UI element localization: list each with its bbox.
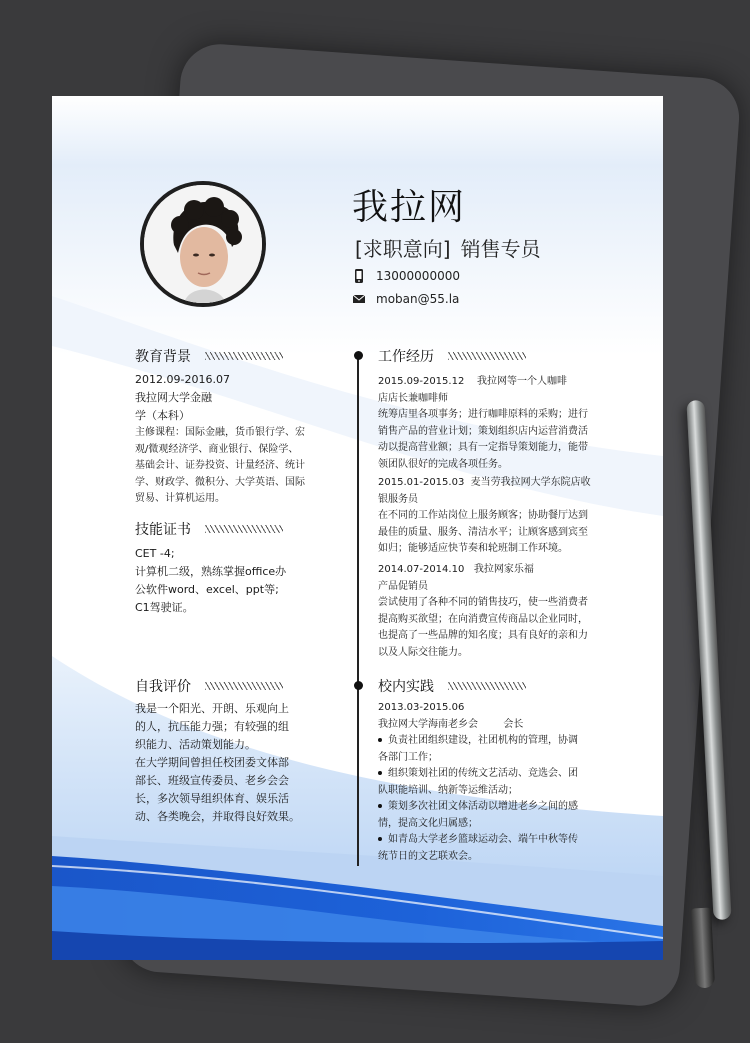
email-contact — [352, 292, 459, 306]
job-line: 尝试使用了各种不同的销售技巧，使一些消费者 — [378, 597, 588, 608]
avatar — [140, 181, 266, 307]
education-school: 我拉网大学金融 — [135, 391, 212, 404]
job-line: 也提高了一些品牌的知名度；具有良好的亲和力 — [378, 630, 588, 641]
campus-item: 情，提高文化归属感； — [378, 817, 478, 829]
skills-line: C1驾驶证。 — [135, 601, 194, 614]
skills-line: 计算机二级，熟练掌握office办 — [135, 565, 287, 578]
job-line: 2014.07-2014.10 我拉网家乐福 — [378, 564, 534, 575]
campus-item: 如青岛大学老乡篮球运动会、端午中秋等传 — [388, 834, 578, 845]
hatch-decoration — [205, 682, 283, 690]
resume-page — [52, 96, 663, 960]
job-line: 提高购买欲望；在向消费宣传商品以企业同时， — [378, 613, 588, 625]
timeline-dot — [354, 351, 363, 360]
campus-item: 策划多次社团文体活动以增进老乡之间的感 — [388, 801, 578, 812]
skills-heading: 技能证书 — [135, 519, 283, 539]
self-evaluation-content — [135, 700, 350, 826]
bullet-icon — [378, 738, 382, 742]
work-heading: 工作经历 — [378, 346, 526, 366]
campus-item: 负责社团组织建设，社团机构的管理，协调 — [388, 735, 578, 746]
hatch-decoration — [448, 352, 526, 360]
hatch-decoration — [448, 682, 526, 690]
self-line: 在大学期间曾担任校团委文体部 — [135, 756, 289, 769]
campus-org: 我拉网大学海南老乡会 会长 — [378, 718, 524, 730]
campus-date: 2013.03-2015.06 — [378, 702, 465, 713]
job-line: 最佳的质量、服务、清洁水平；让顾客感到宾至 — [378, 526, 588, 538]
education-degree: 学（本科） — [135, 409, 190, 422]
phone-contact — [352, 269, 460, 283]
self-evaluation-heading: 自我评价 — [135, 676, 283, 696]
campus-item: 各部门工作； — [378, 751, 438, 763]
education-content — [135, 371, 345, 508]
skills-line: CET -4; — [135, 547, 175, 560]
work-job — [378, 475, 648, 558]
education-line: 观/微观经济学、商业银行、保险学、 — [135, 443, 299, 455]
job-intent — [355, 233, 541, 262]
education-line: 贸易、计算机运用。 — [135, 493, 225, 504]
self-line: 动、各类晚会，并取得良好效果。 — [135, 810, 300, 823]
job-line: 以及人际交往能力。 — [378, 646, 468, 658]
job-line: 领团队很好的完成各项任务。 — [378, 458, 508, 470]
timeline-dot — [354, 681, 363, 690]
self-line: 的人，抗压能力强；有较强的组 — [135, 720, 289, 733]
job-line: 如归；能够适应快节奏和轮班制工作环境。 — [378, 543, 568, 554]
self-line: 部长、班级宣传委员、老乡会会 — [135, 774, 289, 787]
hatch-decoration — [205, 525, 283, 533]
job-line: 2015.01-2015.03 麦当劳我拉网大学东院店收 — [378, 477, 591, 488]
phone-icon — [352, 269, 366, 283]
bullet-icon — [378, 837, 382, 841]
hatch-decoration — [205, 352, 283, 360]
skills-line: 公软件word、excel、ppt等; — [135, 583, 279, 596]
phone-number: 13000000000 — [376, 269, 460, 283]
work-job — [378, 374, 648, 473]
education-date: 2012.09-2016.07 — [135, 373, 230, 386]
education-heading: 教育背景 — [135, 346, 283, 366]
job-line: 银服务员 — [378, 493, 418, 505]
job-intent-value: 销售专员 — [460, 237, 541, 261]
education-line: 基础会计、证券投资、计量经济、统计 — [135, 460, 305, 471]
job-intent-label: [求职意向] — [355, 237, 451, 261]
campus-item: 统节日的文艺联欢会。 — [378, 850, 478, 862]
campus-content — [378, 700, 648, 865]
background-pen-tip — [691, 908, 715, 989]
campus-item: 组织策划社团的传统文艺活动、竞选会、团 — [388, 768, 578, 779]
job-line: 在不同的工作站岗位上服务顾客；协助餐厅达到 — [378, 510, 588, 521]
education-line: 学、财政学、微积分、大学英语、国际 — [135, 476, 305, 488]
campus-heading: 校内实践 — [378, 676, 526, 696]
job-line: 产品促销员 — [378, 580, 428, 592]
job-line: 销售产品的营业计划；策划组织店内运营消费活 — [378, 425, 588, 437]
skills-content — [135, 545, 345, 617]
job-line: 店店长兼咖啡师 — [378, 392, 448, 404]
job-line: 动以提高营业额；具有一定指导策划能力，能带 — [378, 442, 588, 453]
self-line: 长，多次领导组织体育、娱乐活 — [135, 792, 289, 805]
email-address: moban@55.la — [376, 292, 460, 306]
bullet-icon — [378, 804, 382, 808]
mail-icon — [352, 292, 366, 306]
job-line: 2015.09-2015.12 我拉网等一个人咖啡 — [378, 376, 568, 387]
avatar-portrait — [144, 185, 262, 303]
candidate-name: 我拉网 — [352, 187, 467, 228]
self-line: 我是一个阳光、开朗、乐观向上 — [135, 702, 289, 715]
bullet-icon — [378, 771, 382, 775]
work-job — [378, 562, 648, 661]
job-line: 统筹店里各项事务；进行咖啡原料的采购；进行 — [378, 409, 588, 420]
education-line: 主修课程：国际金融，货币银行学、宏 — [135, 427, 305, 438]
self-line: 织能力、活动策划能力。 — [135, 738, 256, 751]
timeline-line — [357, 354, 359, 866]
campus-item: 队职能培训、纳新等运维活动； — [378, 784, 518, 796]
